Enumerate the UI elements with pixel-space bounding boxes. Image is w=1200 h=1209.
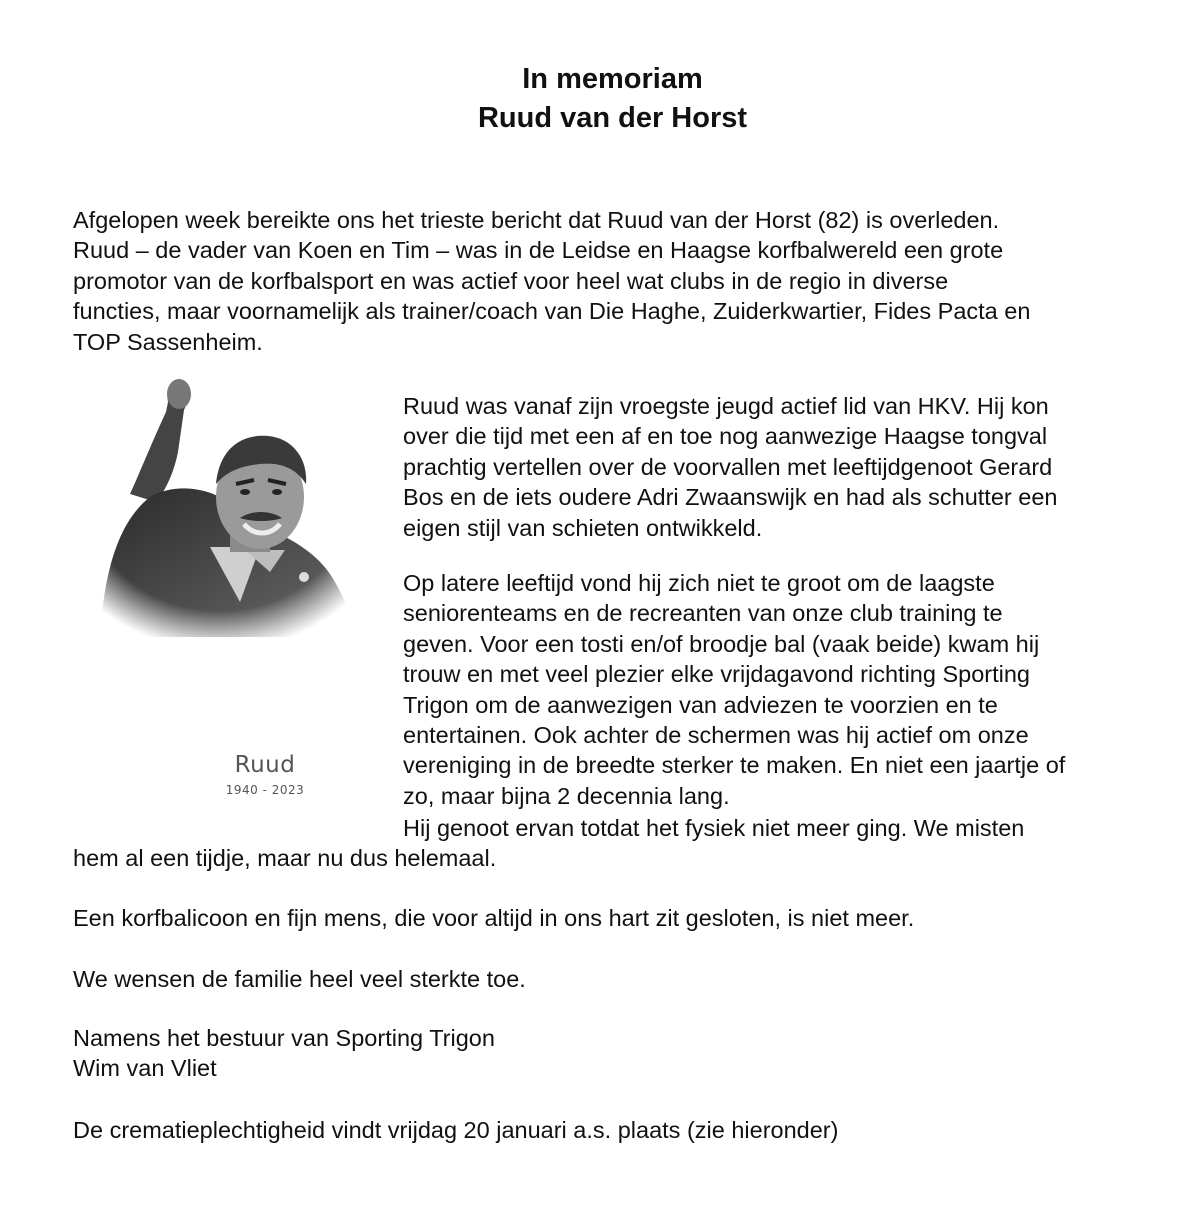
text-line: seniorenteams en de recreanten van onze club training te — [403, 600, 1003, 627]
text-line: zo, maar bijna 2 decennia lang. — [403, 782, 730, 809]
youth-paragraph — [403, 391, 1057, 543]
portrait-photo — [70, 372, 370, 637]
text-line: functies, maar voornamelijk als trainer/coach van Die Haghe, Zuiderkwartier, Fides Pacta en — [73, 298, 1031, 325]
signature-block — [73, 1023, 495, 1084]
text-line: geven. Voor een tosti en/of broodje bal (vaak beide) kwam hij — [403, 630, 1040, 657]
deceased-name-title: Ruud van der Horst — [477, 102, 748, 134]
text-line: Afgelopen week bereikte ons het trieste bericht dat Ruud van der Horst (82) is overleden. — [73, 207, 1000, 233]
text-line: vereniging in de breedte sterker te maken. En niet een jaartje of — [403, 752, 1066, 779]
continuation-line-1: Hij genoot ervan totdat het fysiek niet meer ging. We misten — [403, 815, 1025, 841]
memoriam-title: In memoriam — [522, 63, 703, 95]
text-line: Ruud was vanaf zijn vroegste jeugd actief lid van HKV. Hij kon — [403, 393, 1049, 419]
photo-caption-name: Ruud — [234, 752, 296, 778]
tribute-sentence: Een korfbalicoon en fijn mens, die voor altijd in ons hart zit gesloten, is niet meer. — [73, 905, 915, 931]
text-line: TOP Sassenheim. — [73, 328, 263, 355]
text-line: Bos en de iets oudere Adri Zwaanswijk en had als schutter een — [403, 484, 1058, 511]
text-line: entertainen. Ook achter de schermen was hij actief om onze — [403, 722, 1029, 749]
text-line: Op latere leeftijd vond hij zich niet te groot om de laagste — [403, 570, 995, 596]
text-line: trouw en met veel plezier elke vrijdagavond richting Sporting — [403, 661, 1030, 688]
signature-organization: Namens het bestuur van Sporting Trigon — [73, 1025, 495, 1051]
text-line: Ruud – de vader van Koen en Tim – was in de Leidse en Haagse korfbalwereld een grote — [73, 237, 1004, 264]
signature-author: Wim van Vliet — [73, 1055, 217, 1082]
condolence-sentence: We wensen de familie heel veel sterkte toe. — [73, 966, 526, 992]
text-line: prachtig vertellen over de voorvallen met leeftijdgenoot Gerard — [403, 453, 1053, 480]
continuation-line-2: hem al een tijdje, maar nu dus helemaal. — [73, 845, 497, 871]
text-line: eigen stijl van schieten ontwikkeld. — [403, 514, 763, 541]
photo-caption-years: 1940 - 2023 — [225, 783, 305, 797]
cremation-notice: De crematieplechtigheid vindt vrijdag 20 januari a.s. plaats (zie hieronder) — [73, 1117, 839, 1143]
intro-paragraph — [73, 205, 1030, 357]
text-line: over die tijd met een af en toe nog aanwezige Haagse tongval — [403, 423, 1048, 450]
text-line: promotor van de korfbalsport en was actief voor heel wat clubs in de regio in diverse — [73, 267, 949, 294]
later-years-paragraph — [403, 568, 1065, 811]
text-line: Trigon om de aanwezigen van adviezen te voorzien en te — [403, 691, 998, 718]
